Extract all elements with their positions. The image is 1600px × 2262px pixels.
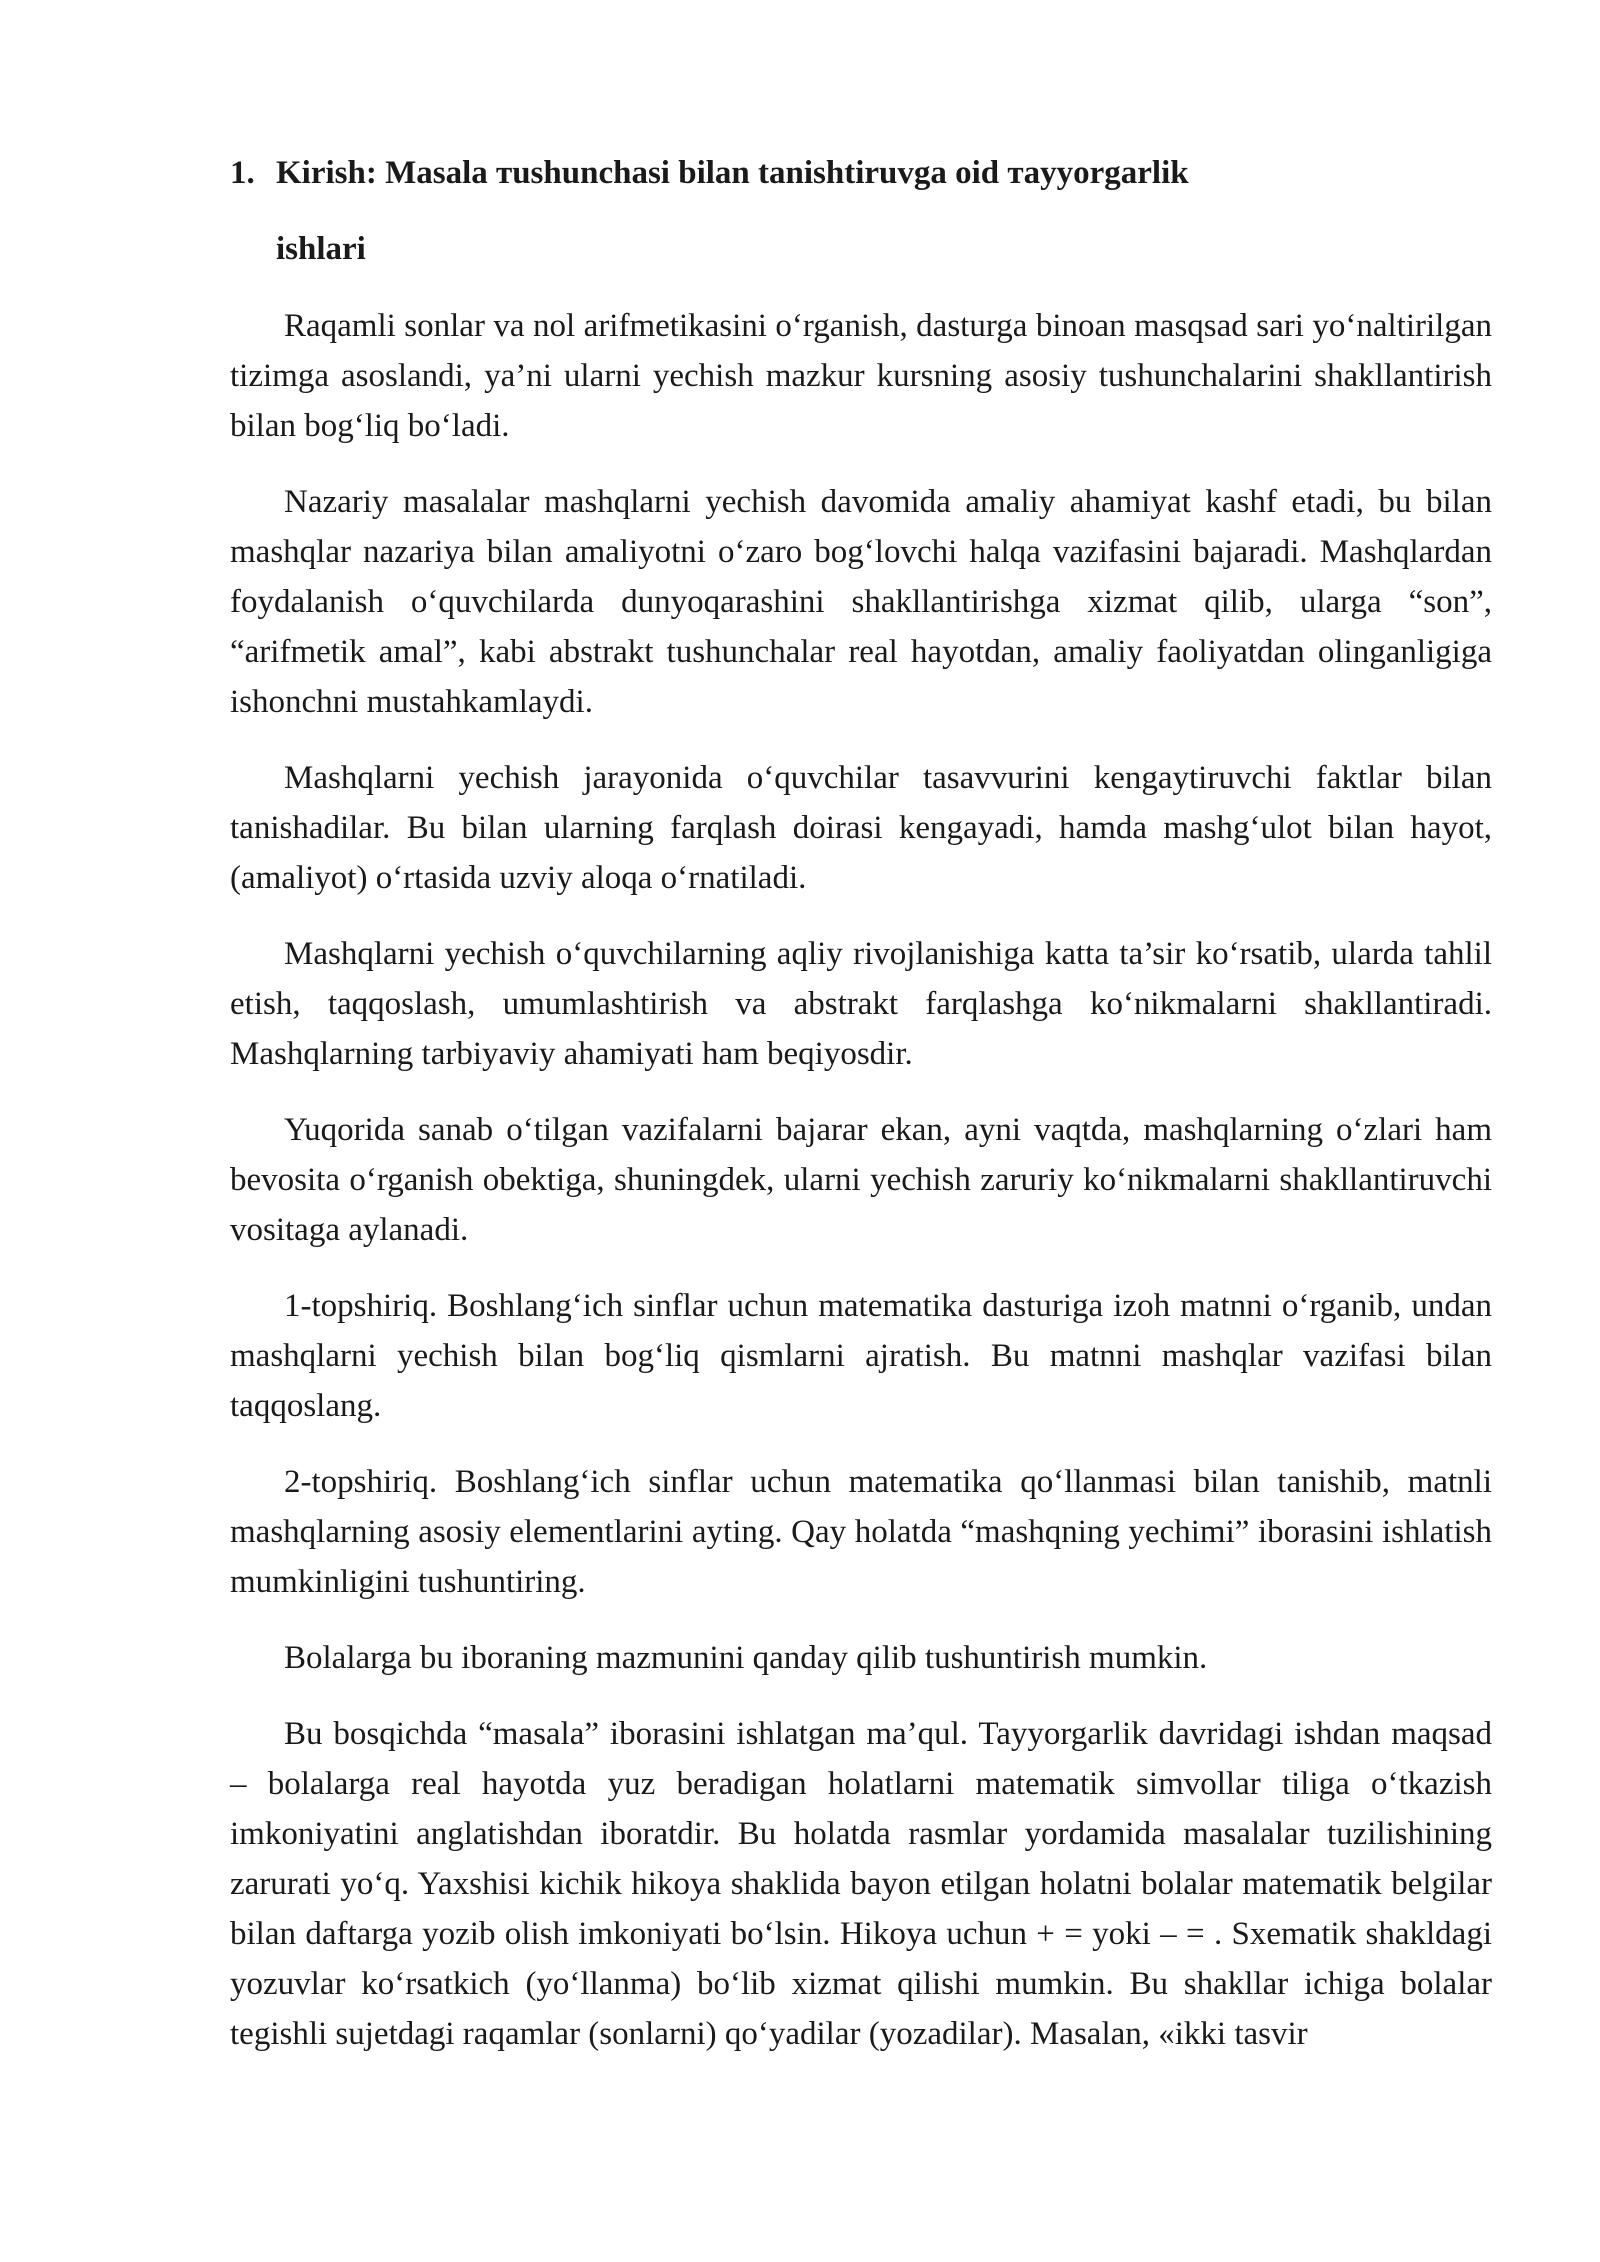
paragraph: Nazariy masalalar mashqlarni yechish davomida amaliy ahamiyat kashf etadi, bu bilan mashqlar nazariya bilan amaliyotni o‘zaro bog‘lovchi halqa vazifasini bajaradi. Mashqlardan foydalanish o‘quvchilarda dunyoqarashini shakllantirishga xizmat qilib, ularga “son”, “arifmetik amal”, kabi abstrakt tushunchalar real hayotdan, amaliy faoliyatdan olinganligiga ishonchni mustahkamlaydi. [230,484,1492,720]
paragraph: Raqamli sonlar va nol arifmetikasini o‘rganish, dasturga binoan masqsad sari yo‘naltirilgan tizimga asoslandi, ya’ni ularni yechish mazkur kursning asosiy tushunchalarini shakllantirish bilan bog‘liq bo‘ladi. [230,308,1492,444]
section-title-line-1: Kirish: Masala тushunchasi bilan tanishtiruvga oid тayyorgarlik [276,155,1189,191]
paragraphs [230,301,1492,2059]
paragraph: Mashqlarni yechish o‘quvchilarning aqliy rivojlanishiga katta ta’sir ko‘rsatib, ularda tahlil etish, taqqoslash, umumlashtirish va abstrakt farqlashga ko‘nikmalarni shakllantiradi. Mashqlarning tarbiyaviy ahamiyati ham beqiyosdir. [230,936,1492,1072]
paragraph: 1-topshiriq. Boshlang‘ich sinflar uchun matematika dasturiga izoh matnni o‘rganib, undan mashqlarni yechish bilan bog‘liq qismlarni ajratish. Bu matnni mashqlar vazifasi bilan taqqoslang. [230,1288,1492,1424]
paragraph: Bolalarga bu iboraning mazmunini qanday qilib tushuntirish mumkin. [284,1640,1208,1676]
document-body [230,148,1492,2085]
paragraph: Bu bosqichda “masala” iborasini ishlatgan ma’qul. Tayyorgarlik davridagi ishdan maqsad – bolalarga real hayotda yuz beradigan holatlarni matematik simvollar tiliga o‘tkazish imkoniyatini anglatishdan iboratdir. Bu holatda rasmlar yordamida masalalar tuzilishining zarurati yo‘q. Yaxshisi kichik hikoya shaklida bayon etilgan holatni bolalar matematik belgilar bilan daftarga yozib olish imkoniyati bo‘lsin. Hikoya uchun + = yoki – = . Sxematik shakldagi yozuvlar ko‘rsatkich (yo‘llanma) bo‘lib xizmat qilishi mumkin. Bu shakllar ichiga bolalar tegishli sujetdagi raqamlar (sonlarni) qo‘yadilar (yozadilar). Masalan, «ikki tasvir [230,1716,1492,2052]
paragraph: Yuqorida sanab o‘tilgan vazifalarni bajarar ekan, ayni vaqtda, mashqlarning o‘zlari ham bevosita o‘rganish obektiga, shuningdek, ularni yechish zaruriy ko‘nikmalarni shakllantiruvchi vositaga aylanadi. [230,1112,1492,1248]
paragraph: 2-topshiriq. Boshlang‘ich sinflar uchun matematika qo‘llanmasi bilan tanishib, matnli mashqlarning asosiy elementlarini ayting. Qay holatda “mashqning yechimi” iborasini ishlatish mumkinligini tushuntiring. [230,1464,1492,1600]
section-title-line-2: ishlari [276,231,366,267]
section-heading [230,148,1492,274]
section-number: 1. [230,155,255,191]
paragraph: Mashqlarni yechish jarayonida o‘quvchilar tasavvurini kengaytiruvchi faktlar bilan tanishadilar. Bu bilan ularning farqlash doirasi kengayadi, hamda mashg‘ulot bilan hayot, (amaliyot) o‘rtasida uzviy aloqa o‘rnatiladi. [230,760,1492,896]
section-title [276,148,1492,274]
